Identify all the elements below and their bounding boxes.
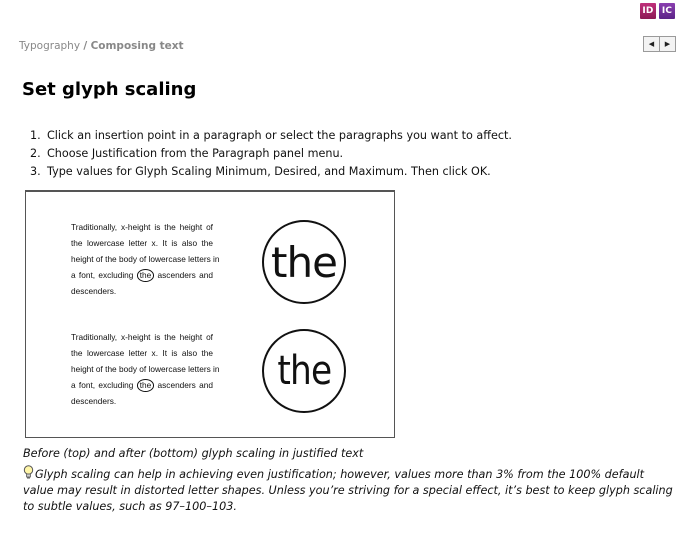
step-text: Choose Justification from the Paragraph panel menu. — [47, 147, 344, 160]
magnified-word-text: the — [277, 348, 331, 394]
sample-line: Traditionally, x-height is the height of — [71, 332, 213, 342]
step-text: Click an insertion point in a paragraph or select the paragraphs you want to affect. — [47, 129, 512, 142]
arrow-left-icon: ◀ — [648, 40, 655, 48]
sample-paragraph-after — [71, 329, 220, 409]
step-number: 2. — [30, 147, 41, 160]
step-number: 1. — [30, 129, 41, 142]
indesign-icon[interactable]: ID — [640, 3, 656, 19]
step-text: Type values for Glyph Scaling Minimum, Desired, and Maximum. Then click OK. — [47, 165, 491, 178]
step-item — [30, 145, 512, 163]
step-item — [30, 163, 512, 181]
steps-list — [30, 127, 512, 181]
breadcrumb-separator: / — [83, 40, 88, 52]
sample-line: height of the body of lowercase letters in — [71, 364, 220, 374]
sample-line-text: a font, excluding — [71, 270, 134, 280]
tip-text: Glyph scaling can help in achieving even justification; however, values more than 3% from the 100% default value may result in distorted letter shapes. Unless you’re striving for a special effect, it’s best to keep glyph scaling to subtle values, such as 97–100–103. — [23, 468, 673, 513]
breadcrumb — [19, 40, 184, 52]
incopy-icon[interactable]: IC — [659, 3, 675, 19]
breadcrumb-current[interactable]: Composing text — [90, 40, 184, 52]
sample-line-text: ascenders and — [157, 270, 213, 280]
magnified-word-before — [262, 220, 346, 304]
sample-line: Traditionally, x-height is the height of — [71, 222, 213, 232]
sample-line — [71, 377, 213, 393]
breadcrumb-parent-link[interactable]: Typography — [19, 40, 81, 52]
next-page-button[interactable] — [659, 37, 675, 51]
page-navigation — [643, 36, 676, 52]
sample-line: descenders. — [71, 286, 117, 296]
sample-line: the lowercase letter x. It is also the — [71, 348, 213, 358]
figure-caption: Before (top) and after (bottom) glyph scaling in justified text — [23, 447, 364, 460]
sample-line: height of the body of lowercase letters in — [71, 254, 220, 264]
sample-line-text: ascenders and — [157, 380, 213, 390]
sample-paragraph-before — [71, 219, 220, 299]
tip-note — [23, 465, 673, 515]
ringed-word: the — [137, 269, 155, 282]
magnified-word-after — [262, 329, 346, 413]
previous-page-button[interactable] — [644, 37, 659, 51]
step-number: 3. — [30, 165, 41, 178]
step-item — [30, 127, 512, 145]
sample-line: the lowercase letter x. It is also the — [71, 238, 213, 248]
app-icons — [640, 3, 675, 19]
lightbulb-icon — [23, 465, 34, 479]
sample-line-text: a font, excluding — [71, 380, 134, 390]
figure-glyph-scaling — [25, 190, 395, 438]
sample-line — [71, 267, 213, 283]
magnified-word-text: the — [271, 237, 337, 287]
page-title: Set glyph scaling — [22, 79, 197, 100]
arrow-right-icon: ▶ — [664, 40, 671, 48]
sample-line: descenders. — [71, 396, 117, 406]
ringed-word: the — [137, 379, 155, 392]
